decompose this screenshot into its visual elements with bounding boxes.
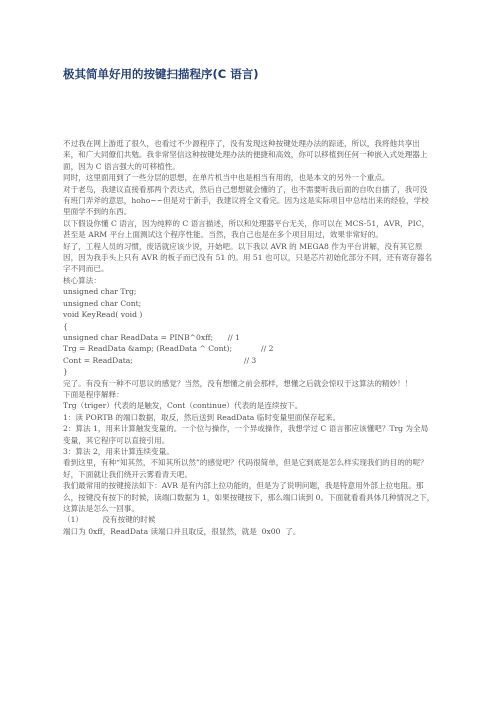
paragraph: 3：算法 2，用来计算连续变量。 xyxy=(63,446,174,456)
paragraph: 我们最常用的按键接法如下：AVR 是有内部上拉功能的，但是为了说明问题，我是特意用外部上拉电阻。那么，按键没有按下的时候，读端口数据为 1，如果按键按下，那么端口读到 0。下面就看看具体几种情况之下，这算法是怎么一回事。 xyxy=(63,481,435,513)
code-line: Cont = ReadData; // 3 xyxy=(63,355,257,365)
code-line: unsigned char ReadData = PINB^0xff; // 1 xyxy=(63,332,240,342)
list-item: （1） 没有按键的时候 xyxy=(63,515,156,525)
code-line: void KeyRead( void ) xyxy=(63,310,143,320)
paragraph: 对于老鸟，我建议直接看那两个表达式，然后自己想想就会懂的了，也不需要听我后面的自吹自擂了，我可没有班门弄斧的意思，hoho~~但是对于新手，我建议将全文看完。因为这是实际项目中总结出来的经验，学校里面学不到的东西。 xyxy=(63,184,429,217)
code-line: unsigned char Trg; xyxy=(63,287,137,297)
paragraph: 看到这里，有种“知其然，不知其所以然”的感觉吧？代码很简单，但是它到底是怎么样实现我们的目的的呢？好，下面就让我们绕开云雾看青天吧。 xyxy=(63,458,428,479)
section-label: 核心算法： xyxy=(63,275,101,285)
code-line: } xyxy=(63,367,68,377)
code-line: Trg = ReadData &amp; (ReadData ^ Cont); // 2 xyxy=(63,344,274,354)
paragraph: Trg（triger）代表的是触发，Cont（continue）代表的是连续按下。 xyxy=(63,401,303,411)
paragraph: 同时，这里面用到了一些分层的思想，在单片机当中也是相当有用的，也是本文的另外一个重点。 xyxy=(63,173,390,183)
paragraph: 不过我在网上游逛了很久，也看过不少源程序了，没有发现这种按键处理办法的踪迹，所以，我将他共享出来，和广大同僚们共勉。我非常坚信这种按键处理办法的便捷和高效，你可以移植到任何一种嵌入式处理器上面，因为 C 语言强大的可移植性。 xyxy=(63,139,428,171)
paragraph: 好了，工程人员的习惯，废话就应该少说，开始吧。以下我以 AVR 的 MEGA8 作为平台讲解，没有其它原因，因为我手头上只有 AVR 的板子而已没有 51 的。用 51 也可以，只是芯片初始化部分不同，还有寄存器名字不同而已。 xyxy=(63,241,433,274)
section-label: 下面是程序解释： xyxy=(63,389,124,399)
paragraph: 完了。有没有一种不可思议的感觉？当然，没有想懂之前会那样，想懂之后就会惊叹于这算法的精妙！！ xyxy=(63,378,413,388)
paragraph: 2：算法 1，用来计算触发变量的。一个位与操作，一个异或操作，我想学过 C 语言都应该懂吧？Trg 为全局变量，其它程序可以直接引用。 xyxy=(63,424,429,445)
paragraph: 端口为 0xff，ReadData 读端口并且取反，很显然，就是 0x00 了。 xyxy=(63,526,301,536)
code-line: unsigned char Cont; xyxy=(63,298,142,308)
paragraph: 1：读 PORTB 的端口数据，取反，然后送到 ReadData 临时变量里面保存起来。 xyxy=(63,412,341,422)
document-title: 极其简单好用的按键扫描程序(C 语言) xyxy=(63,67,259,81)
document-body xyxy=(63,138,435,537)
paragraph: 以下假设你懂 C 语言，因为纯粹的 C 语言描述，所以和处理器平台无关，你可以在 MCS-51，AVR，PIC，甚至是 ARM 平台上面测试这个程序性能。当然，我自己也是在多个项目用过，效果非常好的。 xyxy=(63,218,430,240)
code-line: { xyxy=(63,321,68,331)
